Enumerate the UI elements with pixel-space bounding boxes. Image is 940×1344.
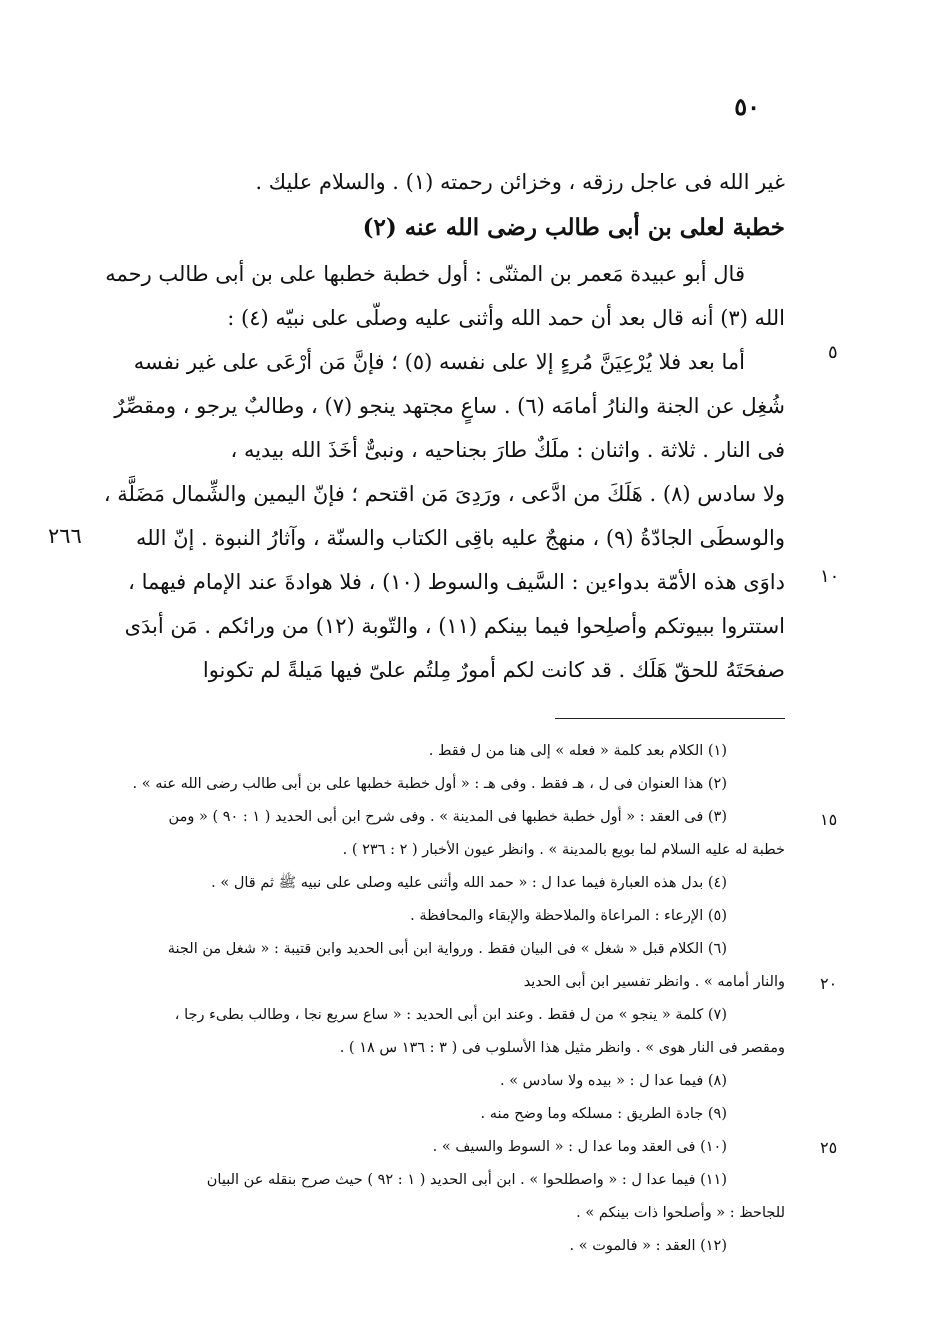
- text-line: فى النار . ثلاثة . واثنان : ملَكٌ طارَ بجناحيه ، ونبىٌّ أخَذَ الله بيديه ،: [230, 438, 785, 462]
- footnote-line: (٩) جادة الطريق : مسلكه وما وضح منه .: [480, 1106, 727, 1122]
- text-line: استتروا ببيوتكم وأصلِحوا فيما بينكم (١١) ، والتّوبة (١٢) من ورائكم . مَن أبدَى: [124, 614, 785, 638]
- footnotes: [105, 735, 785, 1263]
- text-line: والوسطَى الجادّةُ (٩) ، منهجٌ عليه باقِى الكتاب والسنّة ، وآثارُ النبوة . إنّ الله: [136, 526, 785, 550]
- footnote-line: (٦) الكلام قبل « شغل » فى البيان فقط . ورواية ابن أبى الحديد وابن قتيبة : « شغل من الجنة: [167, 941, 727, 957]
- section-title: خطبة لعلى بن أبى طالب رضى الله عنه (٢): [362, 214, 785, 241]
- footnote-line: والنار أمامه » . وانظر تفسير ابن أبى الحديد: [523, 974, 785, 990]
- footnote-line: خطبة له عليه السلام لما بويع بالمدينة » . وانظر عيون الأخبار ( ٢ : ٢٣٦ ) .: [342, 842, 785, 858]
- footnote-line: (٨) فيما عدا ل : « بيده ولا سادس » .: [499, 1073, 727, 1089]
- footnote-line: (١٢) العقد : « فالموت » .: [569, 1238, 727, 1254]
- text-line: قال أبو عبيدة مَعمر بن المثنّى : أول خطبة خطبها على بن أبى طالب رحمه: [105, 262, 745, 286]
- page-number: ٥٠: [734, 92, 760, 121]
- footnote-line: (١٠) فى العقد وما عدا ل : « السوط والسيف » .: [432, 1139, 727, 1155]
- text-line: صفحَتَهُ للحقّ هَلَك . قد كانت لكم أمورٌ مِلتُم علىّ فيها مَيلةً لم تكونوا: [202, 658, 785, 682]
- footnote-line: (٣) فى العقد : « أول خطبة خطبها فى المدينة » . وفى شرح ابن أبى الحديد ( ١ : ٩٠ ) « ومن: [168, 809, 727, 825]
- line-number-20: ٢٠: [820, 974, 838, 993]
- line-number-10: ١٠: [820, 566, 840, 587]
- footnote-line: للجاحظ : « وأصلحوا ذات بينكم » .: [576, 1205, 785, 1221]
- text-line: ولا سادس (٨) . هَلَكَ من ادَّعى ، ورَدِىَ مَن اقتحم ؛ فإنّ اليمين والشِّمال مَضَلَّة ،: [103, 482, 785, 506]
- side-page-reference: ٢٦٦: [48, 524, 82, 548]
- text-line: شُغِل عن الجنة والنارُ أمامَه (٦) . ساعٍ مجتهد ينجو (٧) ، وطالبٌ يرجو ، ومقصِّرٌ: [114, 394, 785, 418]
- line-number-5: ٥: [828, 342, 838, 363]
- line-number-15: ١٥: [820, 810, 838, 829]
- text-line: أما بعد فلا يُرْعِيَنَّ مُرءٍ إلا على نفسه (٥) ؛ فإنَّ مَن أرْعَى على غير نفسه: [133, 350, 745, 374]
- footnote-divider: [555, 718, 785, 719]
- footnote-line: (٤) بدل هذه العبارة فيما عدا ل : « حمد الله وأثنى عليه وصلى على نبيه ﷺ ثم قال » .: [211, 875, 727, 891]
- main-text: [100, 160, 785, 692]
- text-line: داوَى هذه الأمّة بدواءين : السَّيف والسوط (١٠) ، فلا هوادةَ عند الإمام فيهما ،: [128, 570, 785, 594]
- footnote-line: (٢) هذا العنوان فى ل ، هـ فقط . وفى هـ : « أول خطبة خطبها على بن أبى طالب رضى الله عنه » .: [132, 776, 727, 792]
- text-line: غير الله فى عاجل رزقه ، وخزائن رحمته (١) . والسلام عليك .: [255, 170, 785, 194]
- footnote-line: ومقصر فى النار هوى » . وانظر مثيل هذا الأسلوب فى ( ٣ : ١٣٦ س ١٨ ) .: [339, 1040, 785, 1056]
- footnote-line: (٥) الإرعاء : المراعاة والملاحظة والإبقاء والمحافظة .: [410, 908, 727, 924]
- footnote-line: (١) الكلام بعد كلمة « فعله » إلى هنا من ل فقط .: [428, 743, 727, 759]
- footnote-line: (٧) كلمة « ينجو » من ل فقط . وعند ابن أبى الحديد : « ساع سريع نجا ، وطالب بطىء رجا ،: [174, 1007, 727, 1023]
- line-number-25: ٢٥: [820, 1138, 838, 1157]
- text-line: الله (٣) أنه قال بعد أن حمد الله وأثنى عليه وصلّى على نبيّه (٤) :: [227, 306, 785, 330]
- footnote-line: (١١) فيما عدا ل : « واصطلحوا » . ابن أبى الحديد ( ١ : ٩٢ ) حيث صرح بنقله عن البيان: [206, 1172, 727, 1188]
